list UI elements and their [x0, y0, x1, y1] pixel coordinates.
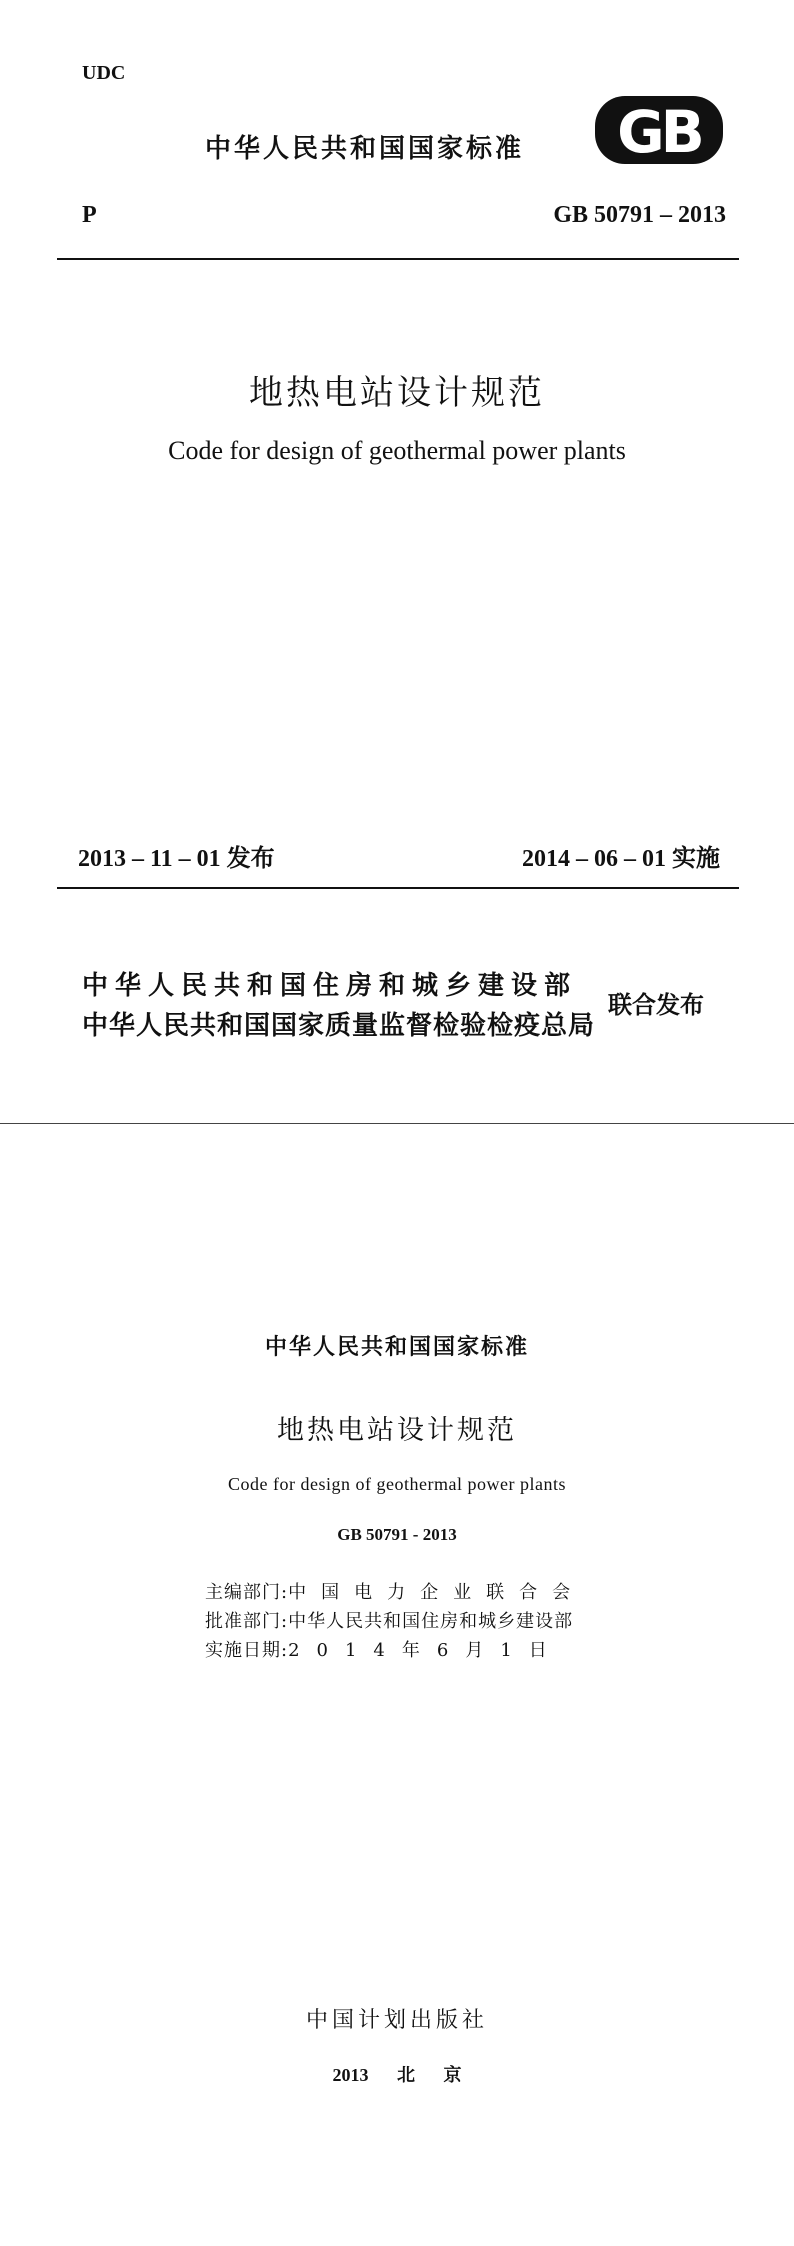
gb-logo — [593, 94, 725, 166]
info-value: 中华人民共和国住房和城乡建设部 — [288, 1611, 574, 1632]
title-chinese: 地热电站设计规范 — [249, 373, 545, 413]
info-label: 批准部门: — [205, 1611, 289, 1632]
info-value: 中国电力企业联合会 — [288, 1582, 586, 1603]
publisher: 中国计划出版社 — [305, 2008, 488, 2033]
title-page-title-chinese: 地热电站设计规范 — [277, 1415, 517, 1446]
issuer-ministry-housing: 中华人民共和国住房和城乡建设部 — [82, 971, 578, 1001]
standard-header: 中华人民共和国国家标准 — [205, 134, 525, 164]
info-row-implementation-date — [205, 1636, 564, 1662]
top-rule — [57, 258, 739, 260]
info-label: 实施日期: — [205, 1640, 289, 1661]
title-page-title-english: Code for design of geothermal power plants — [228, 1474, 566, 1494]
issue-date: 2013 – 11 – 01 发布 — [78, 846, 275, 872]
bottom-rule — [57, 887, 739, 889]
issuer-quality-administration: 中华人民共和国国家质量监督检验检疫总局 — [82, 1011, 596, 1041]
gb-logo-text: GB — [617, 98, 701, 166]
classification-code: P — [82, 202, 97, 228]
info-row-approving-department — [205, 1607, 573, 1633]
implementation-date: 2014 – 06 – 01 实施 — [522, 846, 720, 872]
title-english: Code for design of geothermal power plants — [168, 436, 626, 465]
info-row-chief-department — [205, 1578, 585, 1604]
joint-issue-label: 联合发布 — [608, 991, 704, 1019]
title-page-standard-header: 中华人民共和国国家标准 — [264, 1335, 529, 1360]
standard-number: GB 50791 – 2013 — [553, 202, 726, 228]
page-divider — [0, 1123, 794, 1124]
publication-place-year: 2013 北 京 — [332, 2065, 462, 2085]
info-label: 主编部门: — [205, 1582, 289, 1603]
title-page-standard-number: GB 50791 - 2013 — [337, 1525, 457, 1544]
udc-label: UDC — [82, 62, 126, 84]
info-value: 2014年6月1日 — [288, 1640, 564, 1661]
